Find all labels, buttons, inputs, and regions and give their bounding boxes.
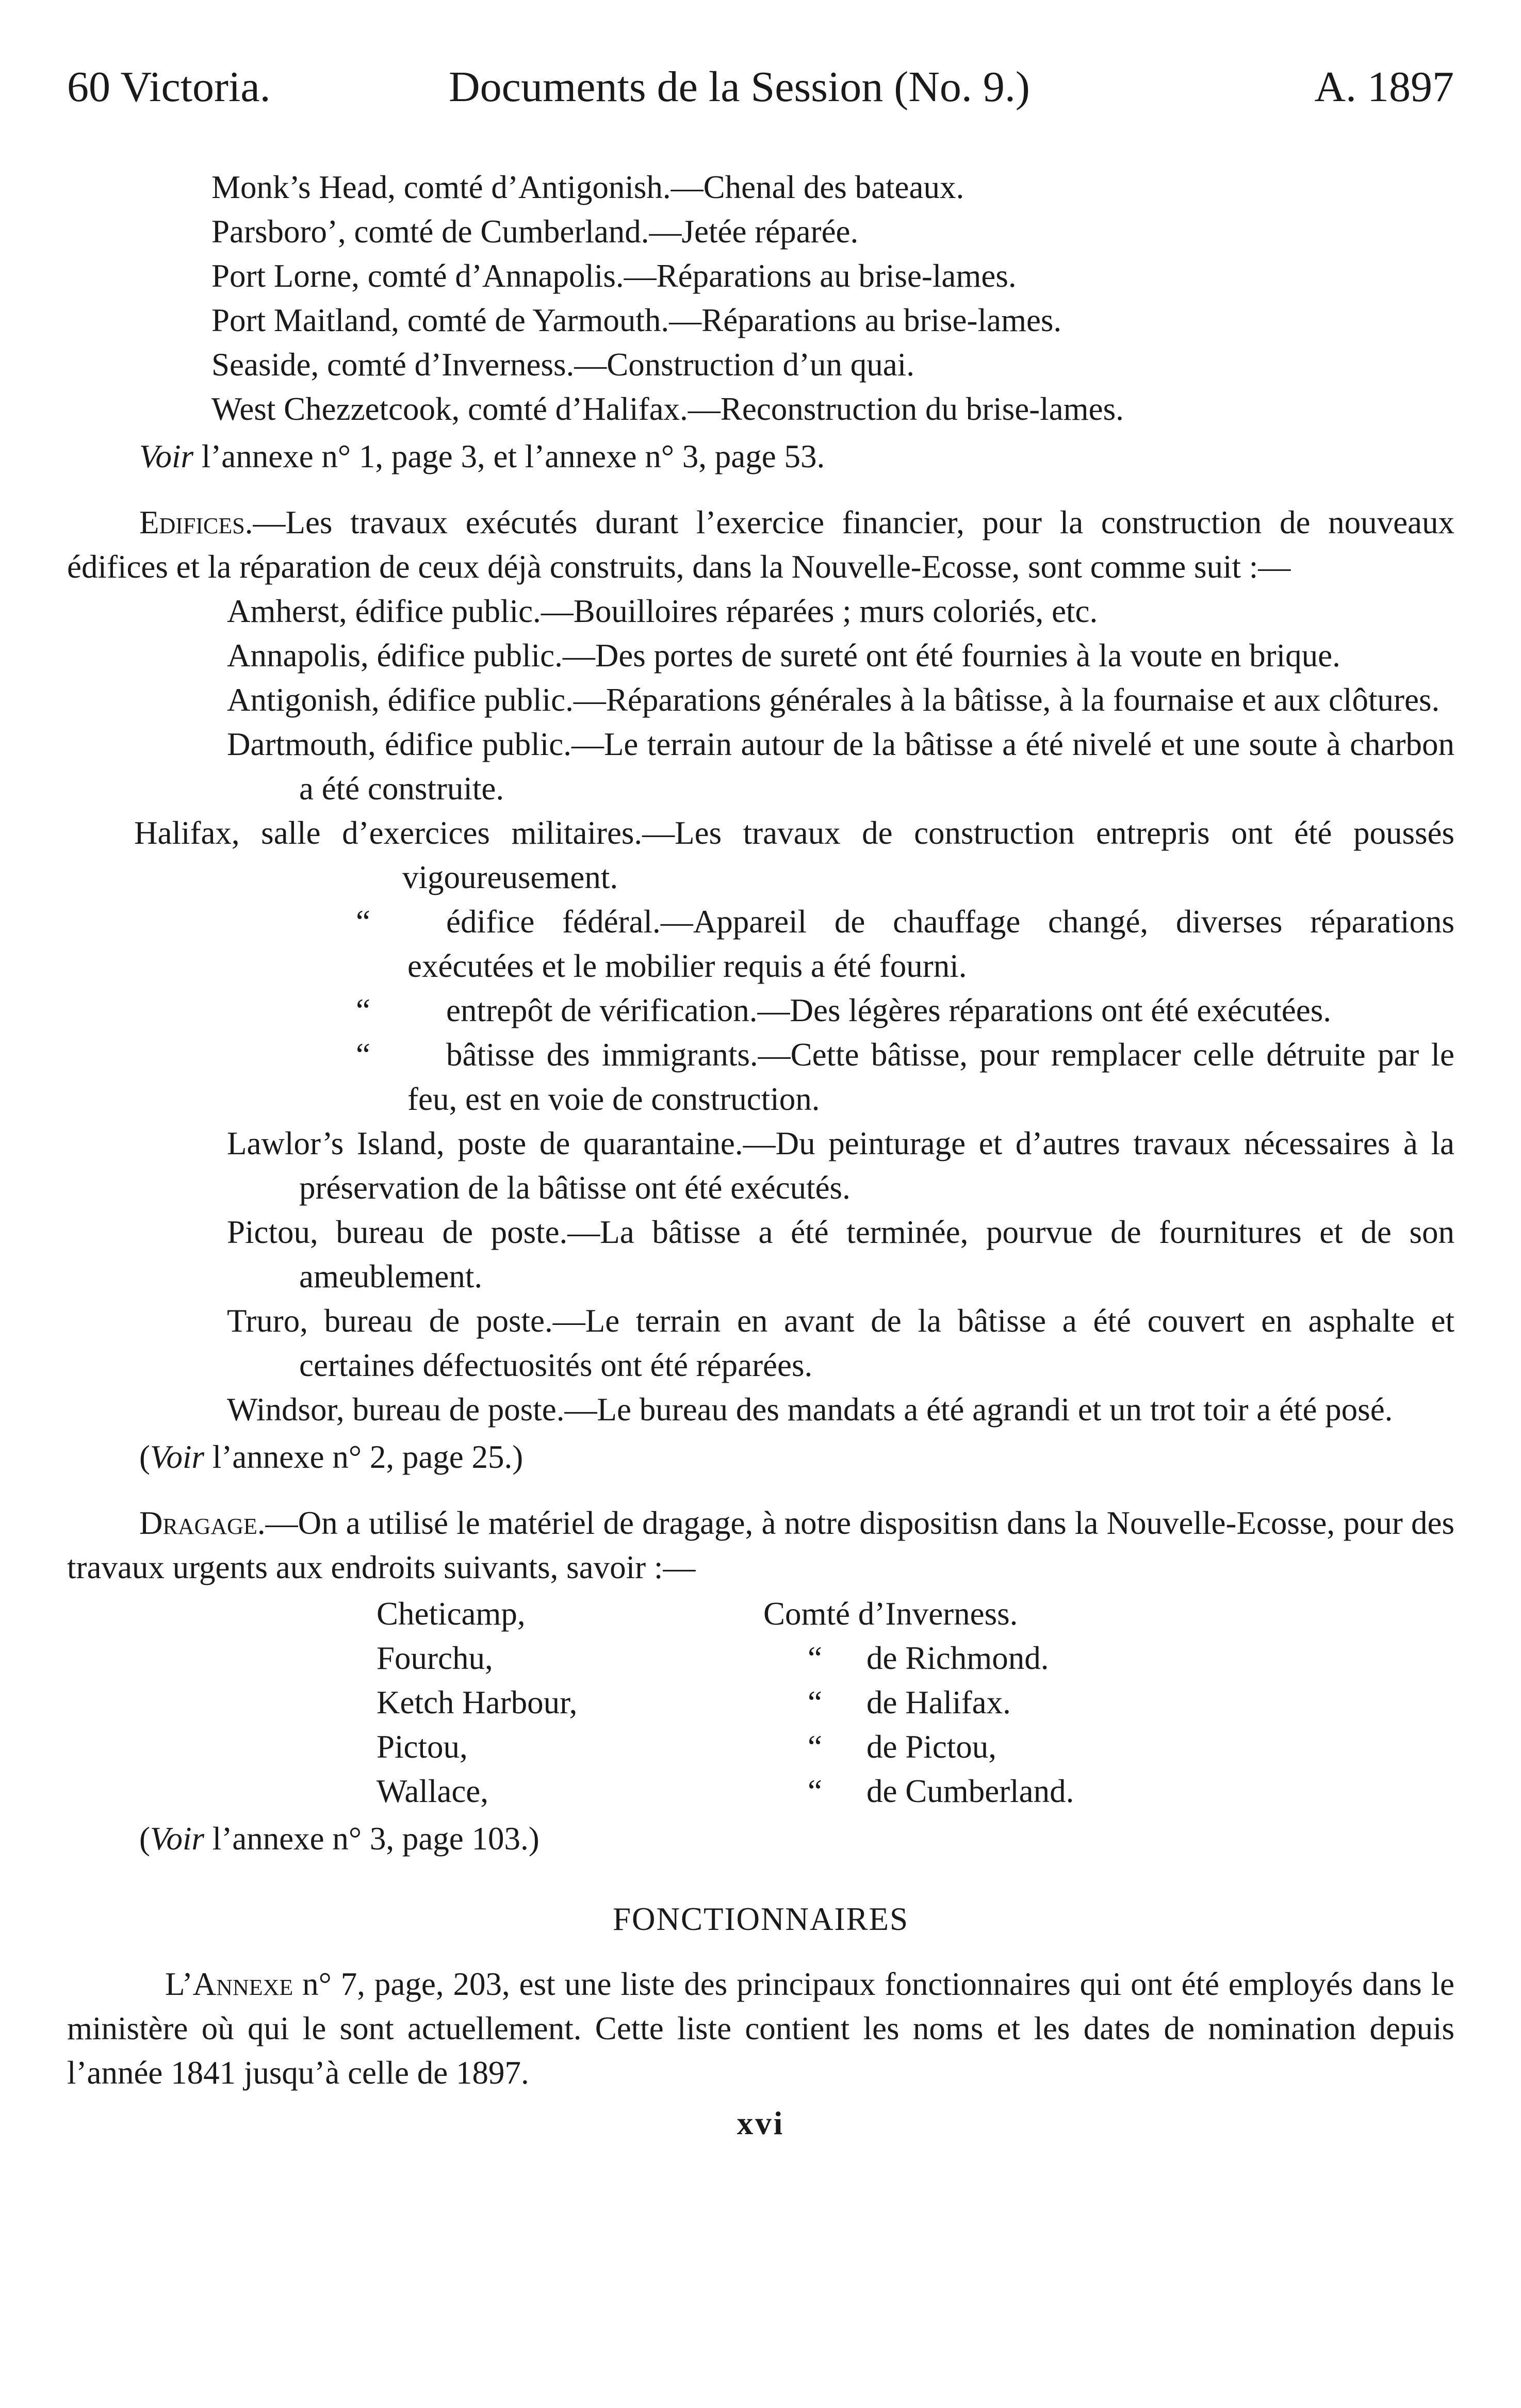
table-row bbox=[377, 1725, 1074, 1769]
sub-entry-text: édifice fédéral.—Appareil de chauffage changé, diverses réparations exécutées et le mobilier requis a été fourni. bbox=[407, 904, 1454, 984]
dragage-intro-text: —On a utilisé le matériel de dragage, à notre dispositisn dans la Nouvelle-Ecosse, pour des travaux urgents aux endroits suivants, savoir :— bbox=[67, 1505, 1454, 1585]
voir-reference bbox=[67, 1816, 1454, 1861]
county-cell: de Cumberland. bbox=[866, 1773, 1074, 1809]
sub-entry-text: bâtisse des immigrants.—Cette bâtisse, pour remplacer celle détruite par le feu, est en voie de construction. bbox=[407, 1037, 1454, 1117]
section-heading-edifices: Edifices. bbox=[139, 504, 253, 540]
fonctionnaires-paragraph bbox=[67, 1962, 1454, 2095]
edifices-intro-text: —Les travaux exécutés durant l’exercice financier, pour la construction de nouveaux édifices et la réparation de ceux déjà construits, dans la Nouvelle-Ecosse, sont comme suit :— bbox=[67, 504, 1454, 585]
table-row bbox=[377, 1769, 1074, 1813]
annexe-text: n° 7, page, 203, est une liste des principaux fonctionnaires qui ont été employés dans le ministère où qui le sont actuellement. Cette liste contient les noms et les dates de nomination depuis l’année 1841 jusqu’à celle de 1897. bbox=[67, 1966, 1454, 2091]
list-item: Seaside, comté d’Inverness.—Construction d’un quai. bbox=[211, 347, 914, 383]
dragage-table bbox=[377, 1592, 1074, 1813]
header-right: A. 1897 bbox=[1314, 63, 1454, 111]
halifax-sub-entry bbox=[67, 899, 1454, 988]
halifax-sub-entry bbox=[67, 988, 1454, 1033]
county-cell: Comté d’Inverness. bbox=[763, 1596, 1018, 1632]
header-center: Documents de la Session (No. 9.) bbox=[449, 63, 1030, 111]
edifice-entry: Windsor, bureau de poste.—Le bureau des mandats a été agrandi et un trot toir a été posé. bbox=[227, 1391, 1393, 1428]
paren-open: ( bbox=[139, 1439, 150, 1475]
harbour-works-list bbox=[67, 165, 1454, 431]
list-item: Port Lorne, comté d’Annapolis.—Réparations au brise-lames. bbox=[211, 258, 1017, 294]
dragage-intro bbox=[67, 1501, 1454, 1590]
paren-open: ( bbox=[139, 1821, 150, 1857]
edifice-entry: Truro, bureau de poste.—Le terrain en avant de la bâtisse a été couvert en asphalte et certaines défectuosités ont été réparées. bbox=[227, 1303, 1454, 1383]
edifice-entry-halifax: Halifax, salle d’exercices militaires.—Les travaux de construction entrepris ont été poussés vigoureusement. bbox=[134, 815, 1454, 895]
edifice-entry: Lawlor’s Island, poste de quarantaine.—Du peinturage et d’autres travaux nécessaires à la préservation de la bâtisse ont été exécutés. bbox=[227, 1125, 1454, 1206]
ditto-mark: “ bbox=[808, 1684, 822, 1721]
county-cell: de Richmond. bbox=[866, 1640, 1049, 1676]
voir-text: l’annexe n° 1, page 3, et l’annexe n° 3, page 53. bbox=[193, 438, 825, 474]
header-left: 60 Victoria. bbox=[67, 63, 271, 111]
page-number: xvi bbox=[737, 2105, 785, 2141]
ditto-mark: “ bbox=[356, 992, 370, 1028]
edifice-entry: Pictou, bureau de poste.—La bâtisse a été terminée, pourvue de fournitures et de son ameublement. bbox=[227, 1214, 1454, 1295]
table-row bbox=[377, 1680, 1074, 1725]
list-item: West Chezzetcook, comté d’Halifax.—Reconstruction du brise-lames. bbox=[211, 391, 1124, 427]
edifice-entry: Annapolis, édifice public.—Des portes de sureté ont été fournies à la voute en brique. bbox=[227, 637, 1340, 674]
list-item: Port Maitland, comté de Yarmouth.—Réparations au brise-lames. bbox=[211, 302, 1062, 338]
edifice-entry: Amherst, édifice public.—Bouilloires réparées ; murs coloriés, etc. bbox=[227, 593, 1098, 629]
edifice-entry: Dartmouth, édifice public.—Le terrain autour de la bâtisse a été nivelé et une soute à charbon a été construite. bbox=[227, 726, 1454, 807]
county-cell: de Halifax. bbox=[866, 1684, 1011, 1721]
place-cell: Ketch Harbour, bbox=[377, 1684, 578, 1721]
list-item: Monk’s Head, comté d’Antigonish.—Chenal des bateaux. bbox=[211, 169, 964, 205]
table-row bbox=[377, 1592, 1074, 1636]
voir-reference bbox=[67, 1435, 1454, 1479]
county-cell: de Pictou, bbox=[866, 1729, 996, 1765]
ditto-mark: “ bbox=[808, 1729, 822, 1765]
list-item: Parsboro’, comté de Cumberland.—Jetée réparée. bbox=[211, 214, 859, 250]
page-header bbox=[67, 62, 1454, 119]
page-body bbox=[67, 165, 1454, 2145]
voir-word: Voir bbox=[150, 1439, 205, 1475]
voir-word: Voir bbox=[150, 1821, 205, 1857]
voir-text: l’annexe n° 3, page 103.) bbox=[204, 1821, 539, 1857]
section-title-fonctionnaires: FONCTIONNAIRES bbox=[612, 1901, 909, 1937]
ditto-mark: “ bbox=[356, 904, 370, 940]
annexe-lead: L’Annexe bbox=[165, 1966, 293, 2002]
voir-text: l’annexe n° 2, page 25.) bbox=[204, 1439, 524, 1475]
voir-reference bbox=[67, 434, 1454, 479]
place-cell: Pictou, bbox=[377, 1729, 468, 1765]
edifice-entry: Antigonish, édifice public.—Réparations générales à la bâtisse, à la fournaise et aux clôtures. bbox=[227, 682, 1440, 718]
voir-word: Voir bbox=[139, 438, 194, 474]
place-cell: Wallace, bbox=[377, 1773, 489, 1809]
edifices-intro bbox=[67, 500, 1454, 589]
table-row bbox=[377, 1636, 1074, 1680]
ditto-mark: “ bbox=[356, 1037, 370, 1073]
ditto-mark: “ bbox=[808, 1773, 822, 1809]
place-cell: Cheticamp, bbox=[377, 1596, 526, 1632]
place-cell: Fourchu, bbox=[377, 1640, 493, 1676]
sub-entry-text: entrepôt de vérification.—Des légères réparations ont été exécutées. bbox=[446, 992, 1331, 1028]
halifax-sub-entry bbox=[67, 1033, 1454, 1121]
section-heading-dragage: Dragage. bbox=[139, 1505, 266, 1541]
ditto-mark: “ bbox=[808, 1640, 822, 1676]
